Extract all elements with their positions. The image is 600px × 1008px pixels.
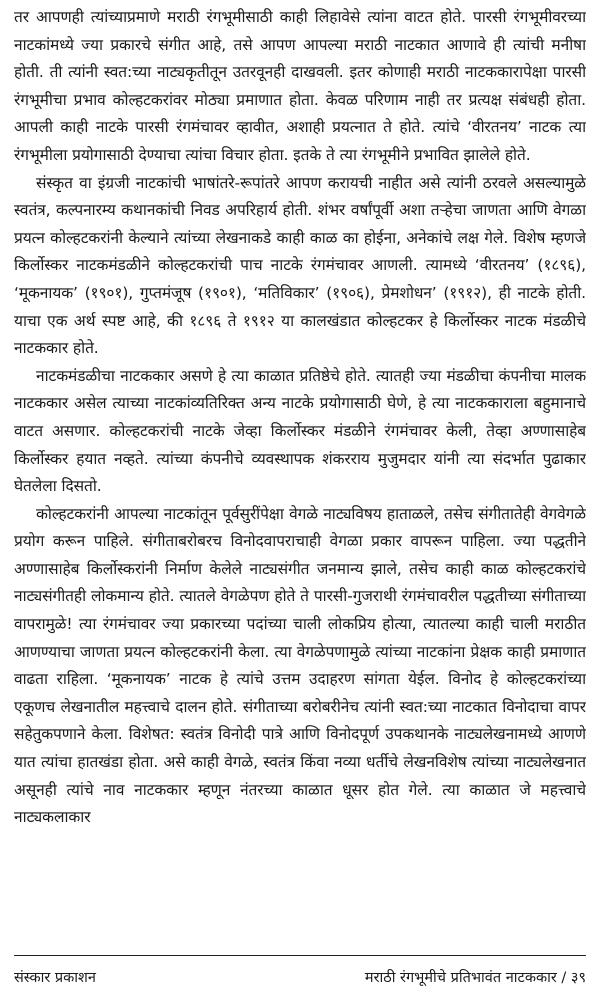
footer-book-title-page-number: मराठी रंगभूमीचे प्रतिभावंत नाटककार / ३९	[364, 970, 586, 986]
page-footer	[14, 962, 586, 992]
footer-publisher: संस्कार प्रकाशन	[14, 970, 96, 986]
paragraph-2: संस्कृत वा इंग्रजी नाटकांची भाषांतरे-रूपांतरे आपण करायची नाहीत असे त्यांनी ठरवले असल्यामुळे स्वतंत्र, कल्पनारम्य कथानकांची निवड अपरिहार्य होती. शंभर वर्षांपूर्वी अशा तऱ्हेचा जाणता आणि वेगळा प्रयत्न कोल्हटकरांनी केल्याने त्यांच्या लेखनाकडे काही काळ का होईना, अनेकांचे लक्ष गेले. विशेष म्हणजे किर्लोस्कर नाटकमंडळीने कोल्हटकरांची पाच नाटके रंगमंचावर आणली. त्यामध्ये ‘वीरतनय’ (१८९६), ‘मूकनायक’ (१९०१), गुप्तमंजूष (१९०१), ‘मतिविकार’ (१९०६), प्रेमशोधन’ (१९१२), ही नाटके होती. याचा एक अर्थ स्पष्ट आहे, की १८९६ ते १९१२ या कालखंडात कोल्हटकर हे किर्लोस्कर नाटक मंडळीचे नाटककार होते.	[14, 173, 586, 358]
page-body	[14, 4, 586, 950]
paragraph-1: तर आपणही त्यांच्याप्रमाणे मराठी रंगभूमीसाठी काही लिहावेसे त्यांना वाटत होते. पारसी रंगभूमीवरच्या नाटकांमध्ये ज्या प्रकारचे संगीत आहे, तसे आपण आपल्या मराठी नाटकात आणावे ही त्यांची मनीषा होती. ती त्यांनी स्वत:च्या नाट्यकृतीतून उतरवूनही दाखवली. इतर कोणाही मराठी नाटककारापेक्षा पारसी रंगभूमीचा प्रभाव कोल्हटकरांवर मोठ्या प्रमाणात होता. केवळ परिणाम नाही तर प्रत्यक्ष संबंधही होता. आपली काही नाटके पारसी रंगमंचावर व्हावीत, अशाही प्रयत्नात ते होते. त्यांचे ‘वीरतनय’ नाटक त्या रंगभूमीला प्रयोगासाठी देण्याचा त्यांचा विचार होता. इतके ते त्या रंगभूमीने प्रभावित झालेले होते.	[14, 8, 586, 164]
footer-divider	[14, 955, 586, 956]
paragraph-4: कोल्हटकरांनी आपल्या नाटकांतून पूर्वसुरींपेक्षा वेगळे नाट्यविषय हाताळले, तसेच संगीतातेही वेगवेगळे प्रयोग करून पाहिले. संगीताबरोबरच विनोदवापराचाही वेगळा प्रकार वापरून पाहिला. ज्या पद्धतीने अण्णासाहेब किर्लोस्करांनी निर्माण केलेले नाट्यसंगीत जनमान्य झाले, तसेच काही काळ कोल्हटकरांचे नाट्यसंगीतही लोकमान्य होते. त्यातले वेगळेपण होते ते पारसी-गुजराथी रंगमंचावरील पद्धतीच्या संगीताच्या वापरामुळे! त्या रंगमंचावर ज्या प्रकारच्या पदांच्या चाली लोकप्रिय होत्या, त्यातल्या काही चाली मराठीत आणण्याचा जाणता प्रयत्न कोल्हटकरांनी केला. त्या वेगळेपणामुळे त्यांच्या नाटकांना प्रेक्षक काही प्रमाणात वाढता राहिला. ‘मूकनायक’ नाटक हे त्यांचे उत्तम उदाहरण सांगता येईल. विनोद हे कोल्हटकरांच्या एकूणच लेखनातील महत्त्वाचे दालन होते. संगीताच्या बरोबरीनेच त्यांनी स्वत:च्या नाटकात विनोदाचा वापर सहेतुकपणाने केला. विशेषत: स्वतंत्र विनोदी पात्रे आणि विनोदपूर्ण उपकथानके नाट्यलेखनामध्ये आणणे यात त्यांचा हातखंडा होता. असे काही वेगळे, स्वतंत्र किंवा नव्या धर्तीचे लेखनविशेष त्यांच्या नाट्यलेखनात असूनही त्यांचे नाव नाटककार म्हणून नंतरच्या काळात धूसर होत गेले. त्या काळात जे महत्त्वाचे नाट्यकलाकार	[14, 504, 586, 827]
paragraph-3: नाटकमंडळीचा नाटककार असणे हे त्या काळात प्रतिष्ठेचे होते. त्यातही ज्या मंडळीचा कंपनीचा मालक नाटककार असेल त्याच्या नाटकांव्यतिरिक्त अन्य नाटके प्रयोगासाठी घेणे, हे त्या नाटककाराला बहुमानाचे वाटत असणार. कोल्हटकरांची नाटके जेव्हा किर्लोस्कर मंडळीने रंगमंचावर केली, तेव्हा अण्णासाहेब किर्लोस्कर हयात नव्हते. त्यांच्या कंपनीचे व्यवस्थापक शंकरराय मुजुमदार यांनी त्या संदर्भात पुढाकार घेतलेला दिसतो.	[14, 366, 586, 496]
